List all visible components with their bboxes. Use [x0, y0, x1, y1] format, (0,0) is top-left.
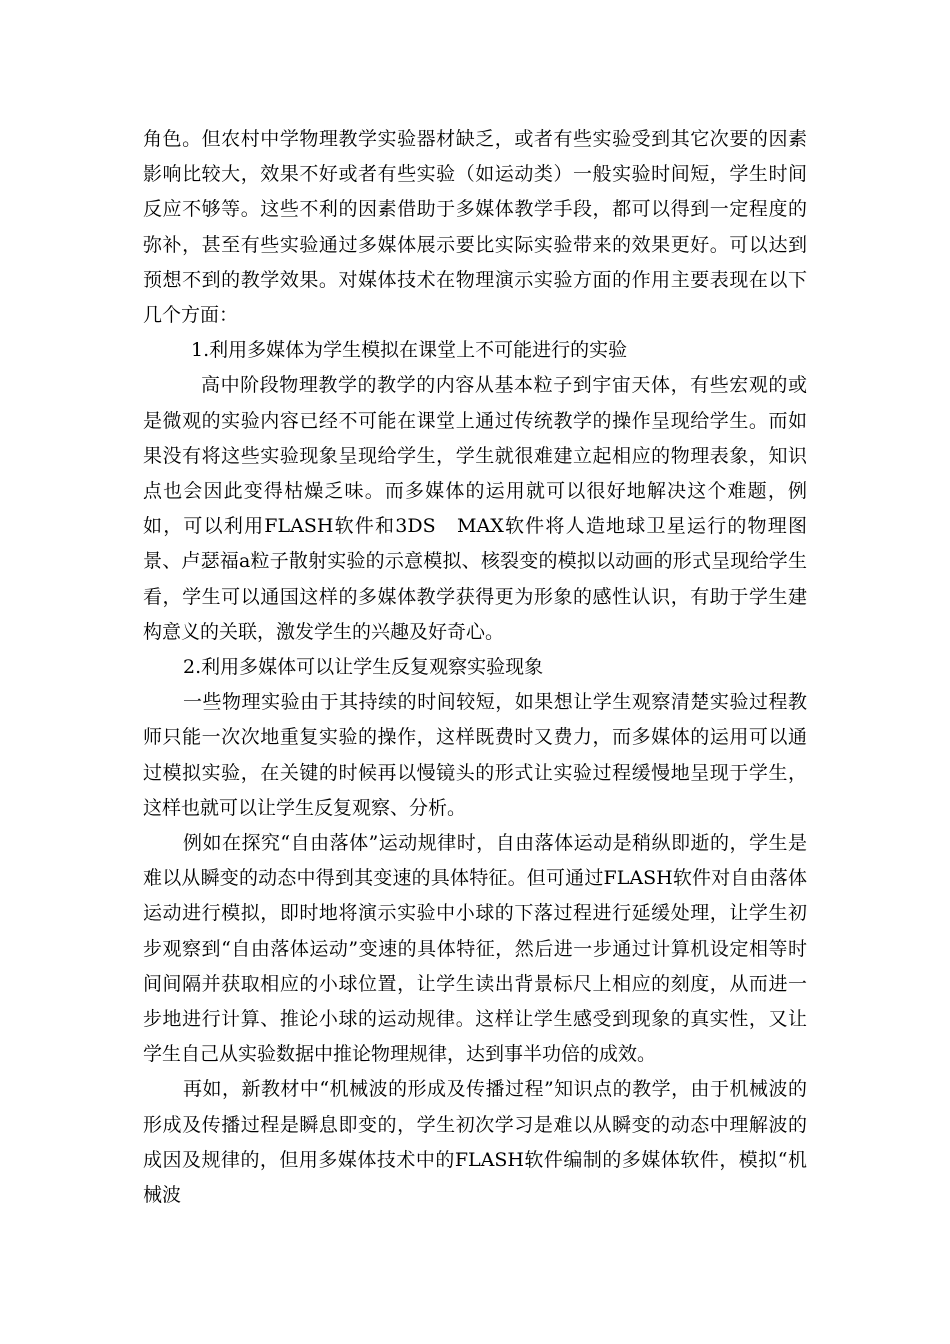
paragraph: 例如在探究“自由落体”运动规律时，自由落体运动是稍纵即逝的，学生是难以从瞬变的动态中得到其变速的具体特征。但可通过FLASH软件对自由落体运动进行模拟，即时地将演示实验中小球的下落过程进行延缓处理，让学生初步观察到“自由落体运动”变速的具体特征，然后进一步通过计算机设定相等时间间隔并获取相应的小球位置，让学生读出背景标尺上相应的刻度，从而进一步地进行计算、推论小球的运动规律。这样让学生感受到现象的真实性，又让学生自己从实验数据中推论物理规律，达到事半功倍的成效。	[143, 832, 807, 1066]
body-text	[143, 122, 807, 1213]
section-heading-1: 1.利用多媒体为学生模拟在课堂上不可能进行的实验	[191, 339, 628, 362]
paragraph: 高中阶段物理教学的教学的内容从基本粒子到宇宙天体，有些宏观的或是微观的实验内容已经不可能在课堂上通过传统教学的操作呈现给学生。而如果没有将这些实验现象呈现给学生，学生就很难建立起相应的物理表象，知识点也会因此变得枯燥乏味。而多媒体的运用就可以很好地解决这个难题，例如，可以利用FLASH软件和3DS MAX软件将人造地球卫星运行的物理图景、卢瑟福a粒子散射实验的示意模拟、核裂变的模拟以动画的形式呈现给学生看，学生可以通国这样的多媒体教学获得更为形象的感性认识，有助于学生建构意义的关联，激发学生的兴趣及好奇心。	[143, 374, 807, 643]
paragraph-continued: 角色。但农村中学物理教学实验器材缺乏，或者有些实验受到其它次要的因素影响比较大，效果不好或者有些实验（如运动类）一般实验时间短，学生时间反应不够等。这些不利的因素借助于多媒体教学手段，都可以得到一定程度的弥补，甚至有些实验通过多媒体展示要比实际实验带来的效果更好。可以达到预想不到的教学效果。对媒体技术在物理演示实验方面的作用主要表现在以下几个方面：	[143, 128, 807, 327]
paragraph: 再如，新教材中“机械波的形成及传播过程”知识点的教学，由于机械波的形成及传播过程是瞬息即变的，学生初次学习是难以从瞬变的动态中理解波的成因及规律的，但用多媒体技术中的FLASH软件编制的多媒体软件，模拟“机械波	[143, 1078, 807, 1207]
paragraph: 一些物理实验由于其持续的时间较短，如果想让学生观察清楚实验过程教师只能一次次地重复实验的操作，这样既费时又费力，而多媒体的运用可以通过模拟实验，在关键的时候再以慢镜头的形式让实验过程缓慢地呈现于学生，这样也就可以让学生反复观察、分析。	[143, 691, 807, 819]
section-heading-2: 2.利用多媒体可以让学生反复观察实验现象	[183, 656, 544, 679]
